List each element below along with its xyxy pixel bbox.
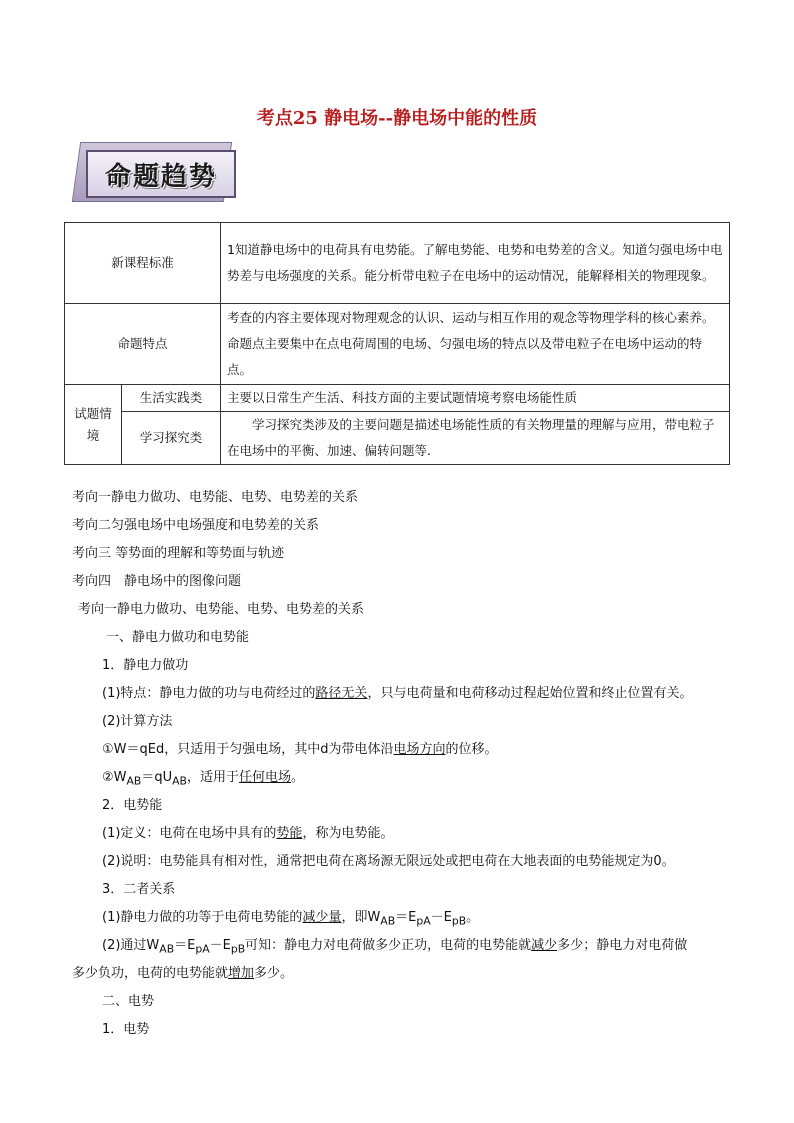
paragraph: (1)定义：电荷在电场中具有的势能，称为电势能。 (102, 826, 394, 841)
paragraph: (2)通过$W_{AB}=E_{pA}-E_{pB}$可知：静电力对电荷做多少正功，电荷的电势能就减少多少；静电力对电荷做 (102, 938, 688, 956)
table-row (65, 223, 730, 304)
part-title: 二、电势 (102, 994, 155, 1009)
table-sublabel: 生活实践类 (122, 385, 221, 412)
table-row (65, 304, 730, 385)
paragraph: (1)特点：静电力做的功与电荷经过的路径无关，只与电荷量和电荷移动过程起始位置和终止位置有关。 (102, 686, 693, 701)
paragraph: $②W_{AB}=qU_{AB}$，适用于任何电场。 (102, 770, 305, 788)
table-label: 新课程标准 (65, 223, 221, 304)
outline-item: 考向四 静电场中的图像问题 (72, 574, 242, 589)
curriculum-table (64, 222, 730, 465)
paragraph: (2)计算方法 (102, 714, 173, 729)
table-cell: 考查的内容主要体现对物理观念的认识、运动与相互作用的观念等物理学科的核心素养。命题点主要集中在点电荷周围的电场、匀强电场的特点以及带电粒子在电场中运动的特点。 (221, 304, 730, 385)
page-title: 考点25 静电场--静电场中能的性质 (256, 108, 538, 129)
table-label: 试题情境 (65, 385, 122, 465)
paragraph: 多少负功，电荷的电势能就增加多少。 (72, 966, 294, 981)
section-heading: 考向一静电力做功、电势能、电势、电势差的关系 (78, 602, 365, 617)
paragraph: (2)说明：电势能具有相对性，通常把电荷在离场源无限远处或把电荷在大地表面的电势能规定为0。 (102, 854, 675, 869)
paragraph-title: 1．电势 (102, 1022, 150, 1037)
paragraph-title: 3．二者关系 (102, 882, 176, 897)
outline-item: 考向一静电力做功、电势能、电势、电势差的关系 (72, 490, 359, 505)
table-label: 命题特点 (65, 304, 221, 385)
table-row (65, 385, 730, 412)
table-cell: 主要以日常生产生活、科技方面的主要试题情境考察电场能性质 (221, 385, 730, 412)
outline-item: 考向三 等势面的理解和等势面与轨迹 (72, 546, 285, 561)
table-sublabel: 学习探究类 (122, 412, 221, 465)
banner-plate (86, 150, 236, 198)
paragraph: ①W＝qEd，只适用于匀强电场，其中d为带电体沿电场方向的位移。 (102, 742, 498, 757)
banner-text: 命题趋势 (104, 161, 217, 192)
paragraph: (1)静电力做的功等于电荷电势能的减少量，即$W_{AB}=E_{pA}-E_{pB}$。 (102, 910, 480, 928)
paragraph-title: 2．电势能 (102, 798, 163, 813)
part-title: 一、静电力做功和电势能 (106, 630, 250, 645)
table-cell: 1知道静电场中的电荷具有电势能。了解电势能、电势和电势差的含义。知道匀强电场中电势差与电场强度的关系。能分析带电粒子在电场中的运动情况，能解释相关的物理现象。 (221, 223, 730, 304)
table-row (65, 412, 730, 465)
outline-item: 考向二匀强电场中电场强度和电势差的关系 (72, 518, 320, 533)
table-cell: 学习探究类涉及的主要问题是描述电场能性质的有关物理量的理解与应用，带电粒子在电场中的平衡、加速、偏转问题等. (221, 412, 730, 465)
paragraph-title: 1．静电力做功 (102, 658, 189, 673)
